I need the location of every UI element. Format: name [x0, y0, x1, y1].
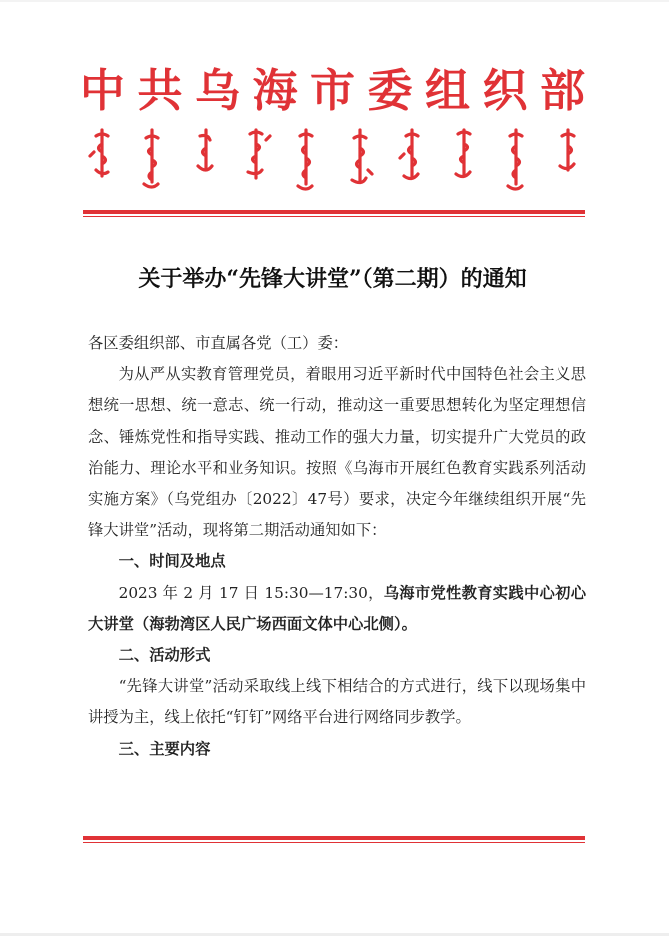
footer-rule-thick: [83, 836, 585, 840]
salutation: 各区委组织部、市直属各党（工）委：: [88, 334, 349, 352]
event-time: 2023 年 2 月 17 日 15:30—17:30，: [118, 583, 384, 602]
footer-rule-thin: [83, 842, 585, 843]
masthead: [80, 64, 585, 117]
section-3-heading: 三、主要内容: [118, 739, 211, 758]
event-place: 乌海市党性教育实践中心初心大讲堂（海勃湾区人民广场西面文体中心北侧）。: [88, 583, 586, 633]
section-1-heading: 一、时间及地点: [118, 552, 226, 571]
section-2-paragraph: “先锋大讲堂”活动采取线上线下相结合的方式进行，线下以现场集中讲授为主，线上依托“钉钉”网络平台进行网络同步教学。: [88, 677, 586, 727]
document-body: [88, 328, 586, 765]
document-title: 关于举办“先锋大讲堂”（第二期）的通知: [138, 266, 527, 292]
section-2-heading: 二、活动形式: [118, 646, 211, 665]
red-rule-thick: [83, 210, 585, 214]
mongolian-script-graphic: [80, 126, 585, 196]
section-1-paragraph: [88, 578, 586, 640]
intro-paragraph: 为从严从实教育管理党员，着眼用习近平新时代中国特色社会主义思想统一思想、统一意志、统一行动，推动这一重要思想转化为坚定理想信念、锤炼党性和指导实践、推动工作的强大力量，切实提升广大党员的政治能力、理论水平和业务知识。按照《乌海市开展红色教育实践系列活动实施方案》（乌党组办〔2022〕47号）要求，决定今年继续组织开展“先锋大讲堂”活动，现将第二期活动通知如下：: [88, 365, 586, 540]
masthead-title: 中共乌海市委组织部: [80, 64, 585, 117]
footer-red-rule: [83, 836, 585, 843]
mongolian-script-line: [80, 126, 585, 196]
page-top-edge: [0, 0, 669, 2]
masthead-red-rule: [83, 210, 585, 217]
red-rule-thin: [83, 216, 585, 217]
